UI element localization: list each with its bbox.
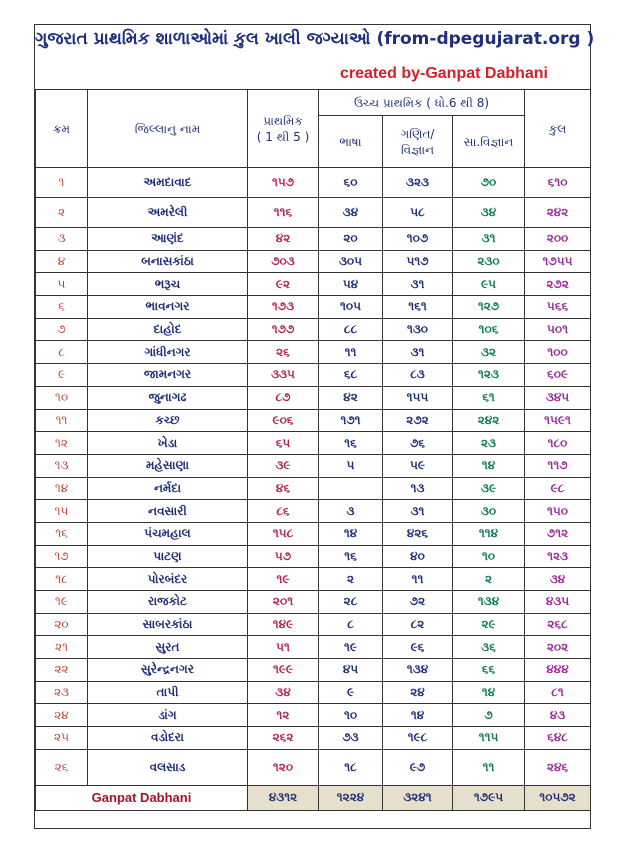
table-row bbox=[36, 727, 591, 750]
table-row bbox=[36, 198, 591, 228]
cell-math: ૪૦ bbox=[383, 545, 453, 568]
cell-total: ૪૩ bbox=[525, 704, 591, 727]
cell-district: પાટણ bbox=[88, 545, 248, 568]
cell-math: ૫૧૭ bbox=[383, 250, 453, 273]
cell-total: ૨૪૬ bbox=[525, 749, 591, 785]
cell-serial: ૪ bbox=[36, 250, 88, 273]
table-row bbox=[36, 250, 591, 273]
cell-math: ૨૭૨ bbox=[383, 409, 453, 432]
total-math: ૩૨૪૧ bbox=[383, 785, 453, 810]
cell-math: ૧૧ bbox=[383, 568, 453, 591]
cell-serial: ૧૯ bbox=[36, 591, 88, 614]
cell-math: ૭૬ bbox=[383, 432, 453, 455]
cell-social: ૩૦ bbox=[453, 500, 525, 523]
cell-serial: ૧૨ bbox=[36, 432, 88, 455]
cell-math: ૩૧ bbox=[383, 341, 453, 364]
cell-total: ૨૦૦ bbox=[525, 228, 591, 251]
cell-social: ૩૨ bbox=[453, 341, 525, 364]
cell-serial: ૭ bbox=[36, 318, 88, 341]
cell-language: ૧૬ bbox=[319, 545, 383, 568]
cell-primary: ૨૦૧ bbox=[248, 591, 319, 614]
cell-primary: ૭૦૩ bbox=[248, 250, 319, 273]
cell-language: ૨ bbox=[319, 568, 383, 591]
header-primary-line1: પ્રાથમિક bbox=[263, 113, 303, 128]
cell-math: ૮૩ bbox=[383, 364, 453, 387]
cell-total: ૧૫૯૧ bbox=[525, 409, 591, 432]
cell-primary: ૧૨ bbox=[248, 704, 319, 727]
cell-language: ૧૦ bbox=[319, 704, 383, 727]
cell-serial: ૧૬ bbox=[36, 522, 88, 545]
table-row bbox=[36, 704, 591, 727]
cell-language: ૨૮ bbox=[319, 591, 383, 614]
cell-math: ૩૨૩ bbox=[383, 168, 453, 198]
cell-math: ૧૬૧ bbox=[383, 296, 453, 319]
table-row bbox=[36, 613, 591, 636]
header-district: જિલ્લાનુ નામ bbox=[88, 90, 248, 168]
header-primary-line2: ( 1 થી 5 ) bbox=[256, 129, 310, 144]
table-row bbox=[36, 454, 591, 477]
cell-total: ૭૧૨ bbox=[525, 522, 591, 545]
cell-primary: ૧૭૭ bbox=[248, 318, 319, 341]
cell-total: ૧૧૭ bbox=[525, 454, 591, 477]
cell-math: ૩૧ bbox=[383, 273, 453, 296]
cell-serial: ૧ bbox=[36, 168, 88, 198]
cell-serial: ૧૩ bbox=[36, 454, 88, 477]
cell-district: અમદાવાદ bbox=[88, 168, 248, 198]
table-body bbox=[36, 168, 591, 786]
cell-serial: ૧૫ bbox=[36, 500, 88, 523]
cell-total: ૨૪૨ bbox=[525, 198, 591, 228]
cell-language: ૫૪ bbox=[319, 273, 383, 296]
cell-serial: ૧૦ bbox=[36, 386, 88, 409]
cell-serial: ૮ bbox=[36, 341, 88, 364]
cell-primary: ૯૦૬ bbox=[248, 409, 319, 432]
cell-social: ૧૪ bbox=[453, 681, 525, 704]
cell-district: ડાંગ bbox=[88, 704, 248, 727]
cell-total: ૮૧ bbox=[525, 681, 591, 704]
cell-total: ૧૦૦ bbox=[525, 341, 591, 364]
header-math bbox=[383, 116, 453, 168]
cell-serial: ૨૨ bbox=[36, 659, 88, 682]
cell-social: ૩૬ bbox=[453, 636, 525, 659]
cell-district: જુનાગઢ bbox=[88, 386, 248, 409]
cell-total: ૪૪૪ bbox=[525, 659, 591, 682]
page-title: ગુજરાત પ્રાથમિક શાળાઓમાં કુલ ખાલી જગ્યાઓ (from-dpegujarat.org ) bbox=[35, 29, 595, 49]
table-row bbox=[36, 477, 591, 500]
header-math-line1: ગણિત/ bbox=[400, 126, 435, 141]
cell-total: ૨૬૮ bbox=[525, 613, 591, 636]
credit-line: created by-Ganpat Dabhani bbox=[339, 65, 548, 82]
cell-total: ૧૨૩ bbox=[525, 545, 591, 568]
cell-primary: ૮૬ bbox=[248, 500, 319, 523]
cell-language: ૪૫ bbox=[319, 659, 383, 682]
cell-primary: ૯૨ bbox=[248, 273, 319, 296]
table-row bbox=[36, 341, 591, 364]
cell-district: સુરેન્દ્રનગર bbox=[88, 659, 248, 682]
cell-math: ૩૧ bbox=[383, 500, 453, 523]
cell-primary: ૫૭ bbox=[248, 545, 319, 568]
table-row bbox=[36, 228, 591, 251]
cell-language: ૧૧ bbox=[319, 341, 383, 364]
table-row bbox=[36, 545, 591, 568]
cell-serial: ૧૭ bbox=[36, 545, 88, 568]
cell-primary: ૩૪ bbox=[248, 681, 319, 704]
cell-serial: ૩ bbox=[36, 228, 88, 251]
header-upper-primary: ઉચ્ચ પ્રાથમિક ( ધો.6 થી 8) bbox=[319, 90, 525, 116]
cell-district: ગાંધીનગર bbox=[88, 341, 248, 364]
cell-language: ૯ bbox=[319, 681, 383, 704]
header-social: સા.વિજ્ઞાન bbox=[453, 116, 525, 168]
cell-social: ૩૯ bbox=[453, 477, 525, 500]
cell-district: ભાવનગર bbox=[88, 296, 248, 319]
cell-serial: ૨૧ bbox=[36, 636, 88, 659]
cell-total: ૧૭૫૫ bbox=[525, 250, 591, 273]
cell-district: જામનગર bbox=[88, 364, 248, 387]
total-language: ૧૨૨૪ bbox=[319, 785, 383, 810]
cell-primary: ૧૭૩ bbox=[248, 296, 319, 319]
cell-district: કચ્છ bbox=[88, 409, 248, 432]
cell-serial: ૧૮ bbox=[36, 568, 88, 591]
header-total: કુલ bbox=[525, 90, 591, 168]
cell-serial: ૯ bbox=[36, 364, 88, 387]
cell-social: ૧૧૪ bbox=[453, 522, 525, 545]
cell-primary: ૩૯ bbox=[248, 454, 319, 477]
cell-district: તાપી bbox=[88, 681, 248, 704]
cell-math: ૧૩૦ bbox=[383, 318, 453, 341]
cell-language: ૧૪ bbox=[319, 522, 383, 545]
table-row bbox=[36, 432, 591, 455]
cell-math: ૯૭ bbox=[383, 749, 453, 785]
table-row bbox=[36, 296, 591, 319]
cell-language: ૧૯ bbox=[319, 636, 383, 659]
table-row bbox=[36, 273, 591, 296]
cell-social: ૧૩૪ bbox=[453, 591, 525, 614]
table-row bbox=[36, 749, 591, 785]
totals-row bbox=[36, 785, 591, 810]
table-row bbox=[36, 522, 591, 545]
cell-district: આણંદ bbox=[88, 228, 248, 251]
cell-social: ૧૧ bbox=[453, 749, 525, 785]
cell-language: ૩૪ bbox=[319, 198, 383, 228]
cell-district: ભરૂચ bbox=[88, 273, 248, 296]
cell-language: ૧૮ bbox=[319, 749, 383, 785]
cell-math: ૫૯ bbox=[383, 454, 453, 477]
cell-math: ૪૨૬ bbox=[383, 522, 453, 545]
cell-serial: ૨૪ bbox=[36, 704, 88, 727]
cell-total: ૪૩૫ bbox=[525, 591, 591, 614]
cell-total: ૫૦૧ bbox=[525, 318, 591, 341]
table-row bbox=[36, 659, 591, 682]
table-row bbox=[36, 386, 591, 409]
header-primary bbox=[248, 90, 319, 168]
cell-math: ૮૨ bbox=[383, 613, 453, 636]
cell-social: ૯૫ bbox=[453, 273, 525, 296]
cell-math: ૧૩૪ bbox=[383, 659, 453, 682]
table-row bbox=[36, 636, 591, 659]
cell-social: ૭૦ bbox=[453, 168, 525, 198]
cell-district: વડોદરા bbox=[88, 727, 248, 750]
cell-serial: ૨૬ bbox=[36, 749, 88, 785]
total-primary: ૪૩૧૨ bbox=[248, 785, 319, 810]
cell-language: ૭૩ bbox=[319, 727, 383, 750]
cell-district: અમરેલી bbox=[88, 198, 248, 228]
cell-primary: ૧૫૭ bbox=[248, 168, 319, 198]
cell-social: ૨ bbox=[453, 568, 525, 591]
cell-district: સાબરકાંઠા bbox=[88, 613, 248, 636]
cell-social: ૬૬ bbox=[453, 659, 525, 682]
header-math-line2: વિજ્ઞાન bbox=[400, 142, 435, 157]
cell-primary: ૬૫ bbox=[248, 432, 319, 455]
cell-language: ૨૦ bbox=[319, 228, 383, 251]
cell-serial: ૨૩ bbox=[36, 681, 88, 704]
cell-district: ખેડા bbox=[88, 432, 248, 455]
cell-district: નર્મદા bbox=[88, 477, 248, 500]
table-row bbox=[36, 500, 591, 523]
cell-primary: ૩૩૫ bbox=[248, 364, 319, 387]
cell-district: સુરત bbox=[88, 636, 248, 659]
cell-social: ૨૩ bbox=[453, 432, 525, 455]
header-language: ભાષા bbox=[319, 116, 383, 168]
cell-social: ૬૧ bbox=[453, 386, 525, 409]
table-row bbox=[36, 591, 591, 614]
cell-math: ૧૦૭ bbox=[383, 228, 453, 251]
cell-serial: ૫ bbox=[36, 273, 88, 296]
cell-total: ૩૪ bbox=[525, 568, 591, 591]
cell-social: ૧૧૫ bbox=[453, 727, 525, 750]
table-row bbox=[36, 681, 591, 704]
cell-primary: ૨૬ bbox=[248, 341, 319, 364]
cell-district: પોરબંદર bbox=[88, 568, 248, 591]
cell-social: ૨૯ bbox=[453, 613, 525, 636]
vacancy-sheet bbox=[34, 24, 595, 829]
cell-language bbox=[319, 477, 383, 500]
cell-social: ૩૧ bbox=[453, 228, 525, 251]
cell-social: ૨૪૨ bbox=[453, 409, 525, 432]
cell-serial: ૨૫ bbox=[36, 727, 88, 750]
cell-total: ૫૬૬ bbox=[525, 296, 591, 319]
cell-district: રાજકોટ bbox=[88, 591, 248, 614]
total-social: ૧૭૯૫ bbox=[453, 785, 525, 810]
cell-math: ૧૩ bbox=[383, 477, 453, 500]
cell-district: વલસાડ bbox=[88, 749, 248, 785]
cell-primary: ૧૫૮ bbox=[248, 522, 319, 545]
cell-social: ૧૦ bbox=[453, 545, 525, 568]
cell-primary: ૧૧૬ bbox=[248, 198, 319, 228]
cell-primary: ૫૧ bbox=[248, 636, 319, 659]
cell-language: ૧૭૧ bbox=[319, 409, 383, 432]
cell-serial: ૨૦ bbox=[36, 613, 88, 636]
vacancy-table bbox=[35, 89, 591, 811]
cell-primary: ૨૬૨ bbox=[248, 727, 319, 750]
cell-social: ૧૨૭ bbox=[453, 296, 525, 319]
cell-language: ૪૨ bbox=[319, 386, 383, 409]
table-row bbox=[36, 318, 591, 341]
cell-language: ૩૦૫ bbox=[319, 250, 383, 273]
total-grand: ૧૦૫૭૨ bbox=[525, 785, 591, 810]
cell-total: ૧૫૦ bbox=[525, 500, 591, 523]
cell-language: ૧૦૫ bbox=[319, 296, 383, 319]
cell-district: દાહોદ bbox=[88, 318, 248, 341]
cell-math: ૨૪ bbox=[383, 681, 453, 704]
table-row bbox=[36, 168, 591, 198]
cell-total: ૩૪૫ bbox=[525, 386, 591, 409]
cell-math: ૧૯૮ bbox=[383, 727, 453, 750]
cell-language: ૮૮ bbox=[319, 318, 383, 341]
cell-math: ૭૨ bbox=[383, 591, 453, 614]
cell-math: ૧૪ bbox=[383, 704, 453, 727]
cell-math: ૯૬ bbox=[383, 636, 453, 659]
cell-district: પંચમહાલ bbox=[88, 522, 248, 545]
cell-total: ૨૭૨ bbox=[525, 273, 591, 296]
cell-primary: ૪૬ bbox=[248, 477, 319, 500]
cell-primary: ૪૨ bbox=[248, 228, 319, 251]
footer-name: Ganpat Dabhani bbox=[36, 785, 248, 810]
table-row bbox=[36, 568, 591, 591]
cell-serial: ૧૧ bbox=[36, 409, 88, 432]
cell-primary: ૮૭ bbox=[248, 386, 319, 409]
cell-district: બનાસકાંઠા bbox=[88, 250, 248, 273]
cell-social: ૭ bbox=[453, 704, 525, 727]
cell-total: ૯૮ bbox=[525, 477, 591, 500]
cell-language: ૬૮ bbox=[319, 364, 383, 387]
cell-total: ૬૪૮ bbox=[525, 727, 591, 750]
cell-total: ૬૧૦ bbox=[525, 168, 591, 198]
cell-language: ૮ bbox=[319, 613, 383, 636]
cell-district: નવસારી bbox=[88, 500, 248, 523]
cell-serial: ૬ bbox=[36, 296, 88, 319]
cell-social: ૧૪ bbox=[453, 454, 525, 477]
cell-serial: ૧૪ bbox=[36, 477, 88, 500]
cell-primary: ૧૨૦ bbox=[248, 749, 319, 785]
cell-math: ૧૫૫ bbox=[383, 386, 453, 409]
cell-primary: ૧૯ bbox=[248, 568, 319, 591]
cell-primary: ૧૪૯ bbox=[248, 613, 319, 636]
cell-social: ૨૩૦ bbox=[453, 250, 525, 273]
cell-social: ૩૪ bbox=[453, 198, 525, 228]
table-row bbox=[36, 364, 591, 387]
cell-math: ૫૮ bbox=[383, 198, 453, 228]
cell-language: ૧૬ bbox=[319, 432, 383, 455]
cell-serial: ૨ bbox=[36, 198, 88, 228]
cell-language: ૩ bbox=[319, 500, 383, 523]
cell-district: મહેસાણા bbox=[88, 454, 248, 477]
header-serial: ક્રમ bbox=[36, 90, 88, 168]
cell-language: ૬૦ bbox=[319, 168, 383, 198]
cell-total: ૨૦૨ bbox=[525, 636, 591, 659]
cell-language: ૫ bbox=[319, 454, 383, 477]
cell-social: ૧૨૩ bbox=[453, 364, 525, 387]
cell-primary: ૧૯૯ bbox=[248, 659, 319, 682]
table-row bbox=[36, 409, 591, 432]
cell-total: ૧૮૦ bbox=[525, 432, 591, 455]
cell-social: ૧૦૬ bbox=[453, 318, 525, 341]
cell-total: ૬૦૯ bbox=[525, 364, 591, 387]
